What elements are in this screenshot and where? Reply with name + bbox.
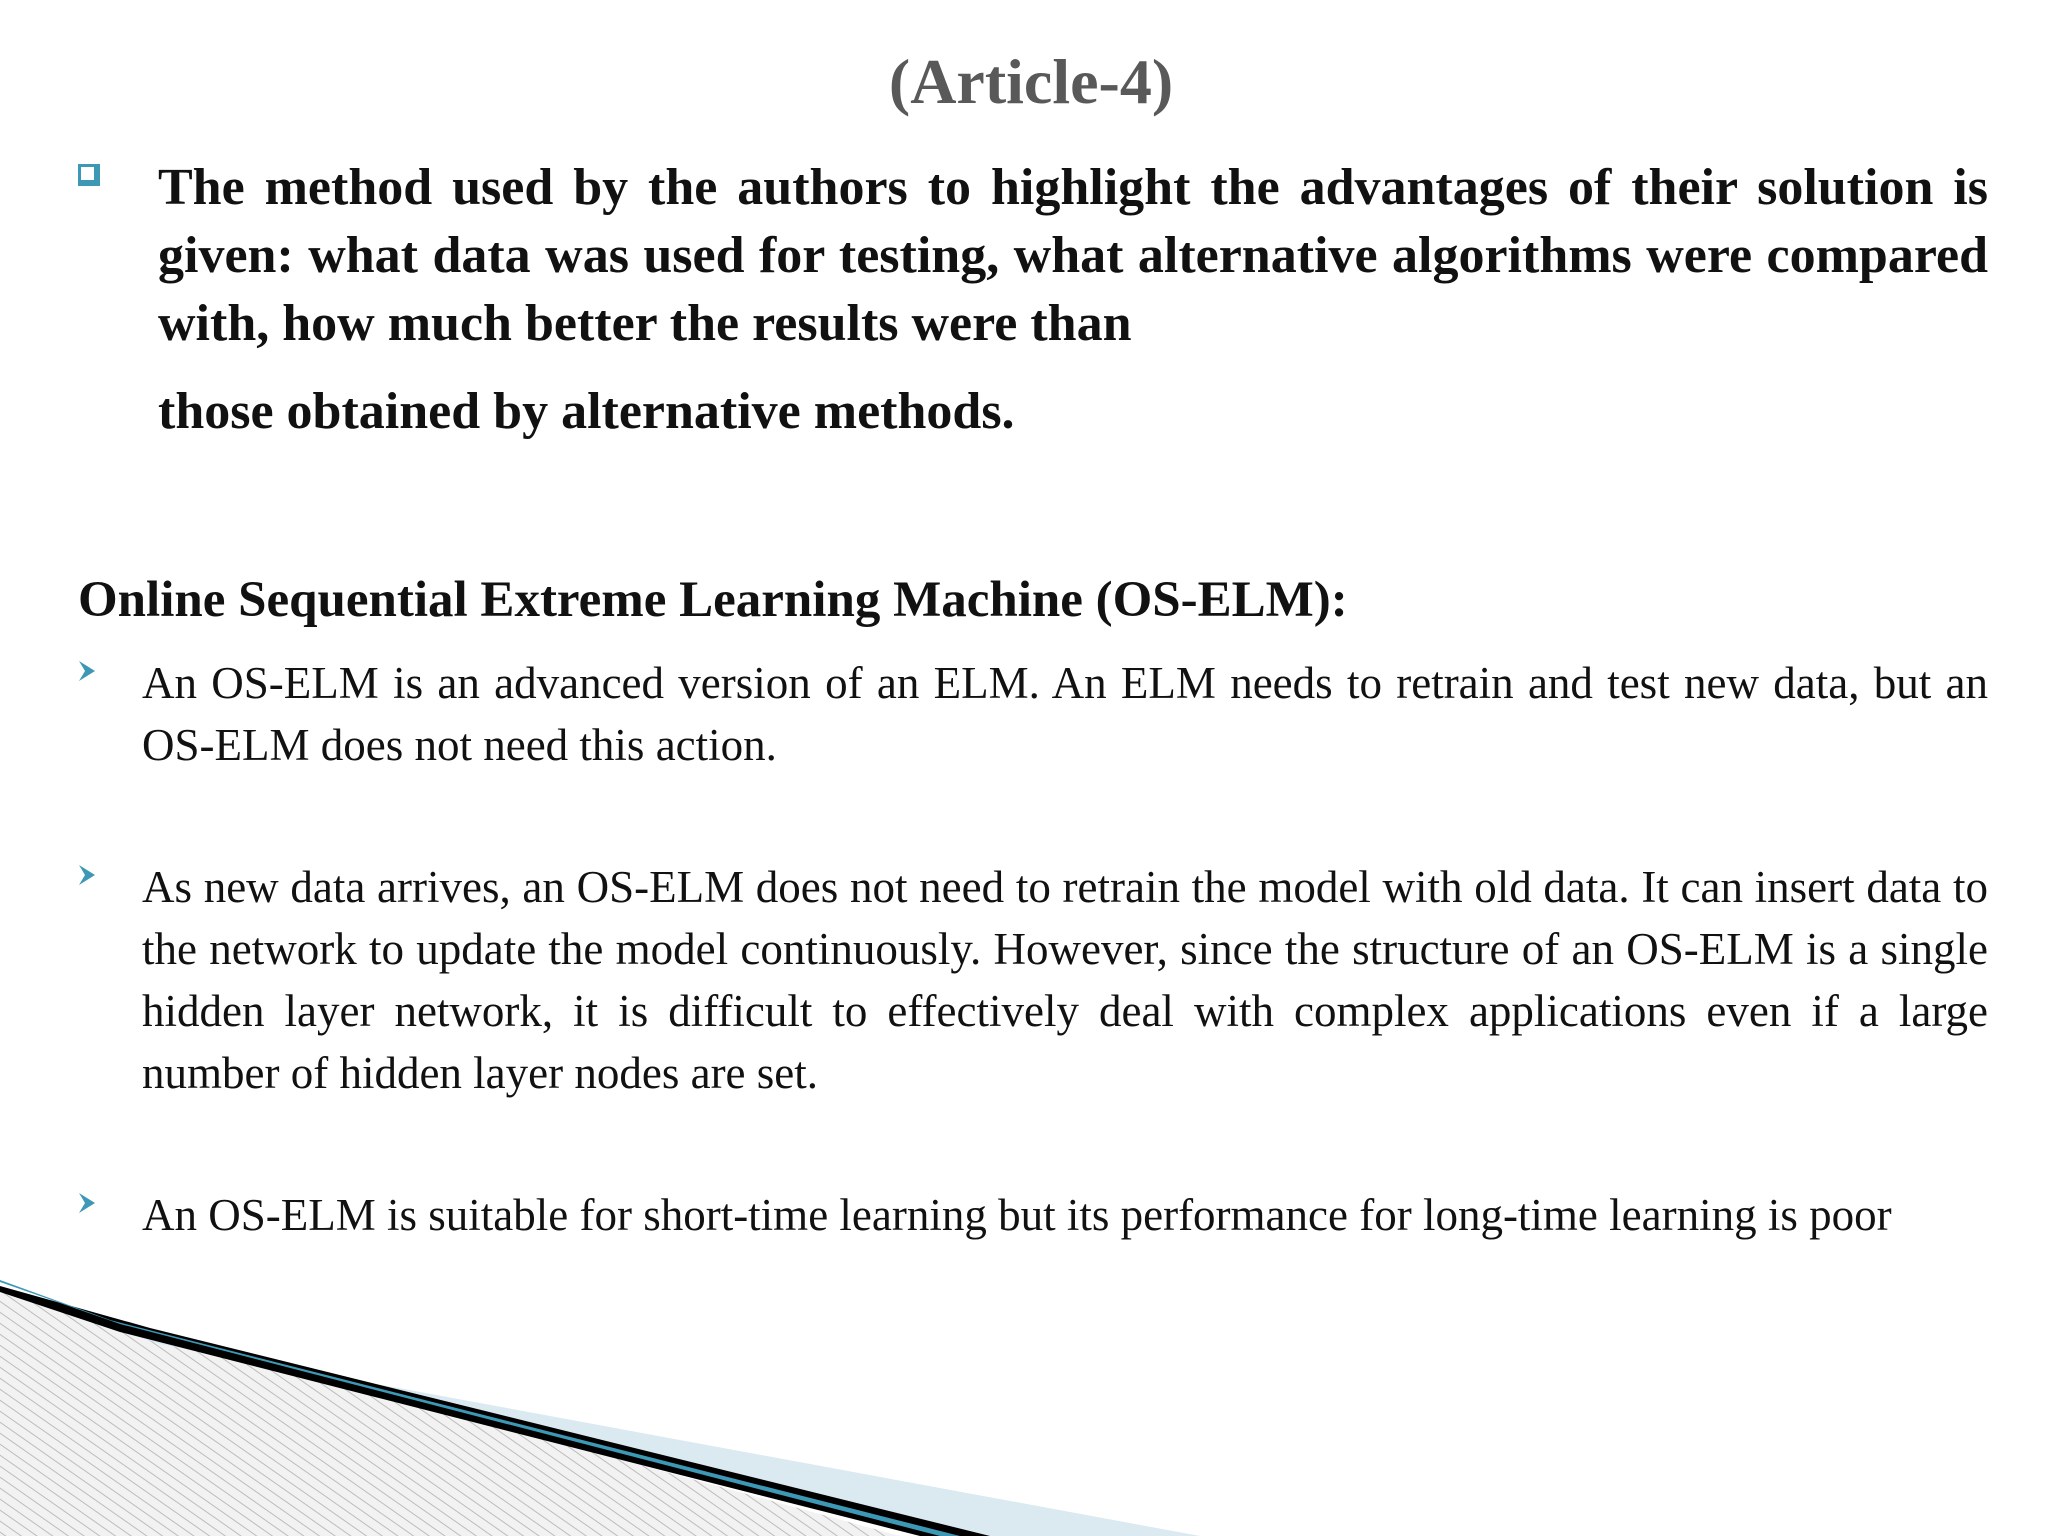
slide-title: (Article-4) — [888, 46, 1174, 117]
arrow-bullet-icon — [78, 660, 96, 682]
bullet-point-text: An OS-ELM is suitable for short-time learning but its performance for long-time learning is poor — [142, 1190, 1892, 1240]
corner-decoration — [0, 1280, 1200, 1536]
intro-text-last: those obtained by alternative methods. — [158, 383, 1015, 440]
intro-text — [158, 154, 1988, 446]
bullet-point-text: As new data arrives, an OS-ELM does not need to retrain the model with old data. It can insert data to the network to update the model continuously. However, since the structure of an OS-ELM is a single hidden layer network, it is difficult to effectively deal with complex applications even if a large number of hidden layer nodes are set. — [142, 862, 1988, 1098]
section-heading: Online Sequential Extreme Learning Machine (OS-ELM): — [78, 572, 1348, 628]
arrow-bullet-icon — [78, 1192, 96, 1214]
bullet-point-text: An OS-ELM is an advanced version of an ELM. An ELM needs to retrain and test new data, but an OS-ELM does not need this action. — [142, 658, 1988, 770]
square-bullet-icon — [78, 164, 100, 186]
arrow-bullet-icon — [78, 864, 96, 886]
intro-text-main: The method used by the authors to highlight the advantages of their solution is given: what data was used for testing, what alternative algorithms were compared with, how much better the results were than — [158, 159, 1988, 352]
